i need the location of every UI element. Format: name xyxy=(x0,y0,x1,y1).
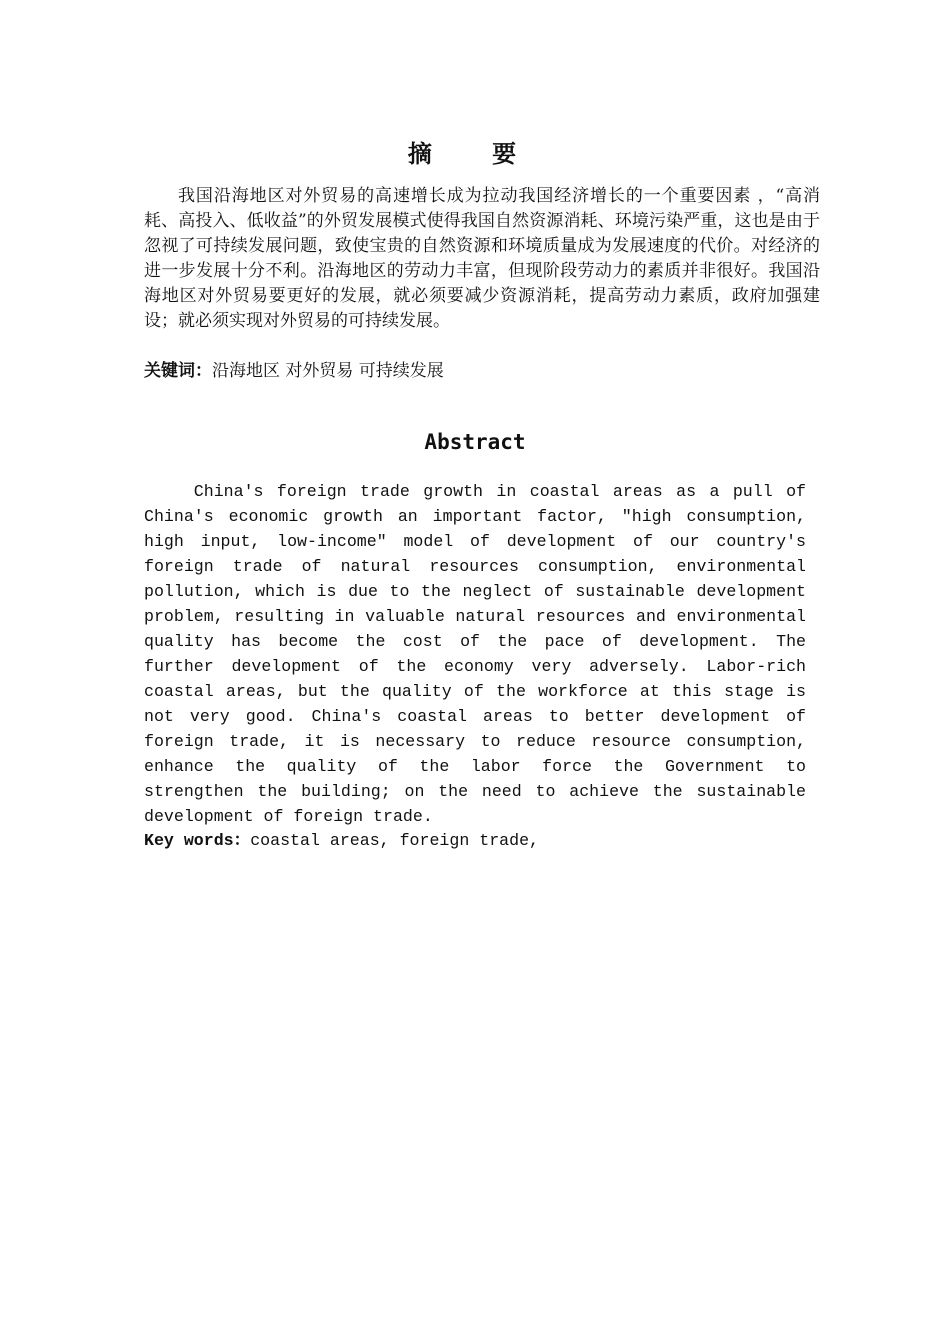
english-keywords-value: coastal areas, foreign trade, xyxy=(250,831,539,850)
chinese-keywords-value: 沿海地区 对外贸易 可持续发展 xyxy=(212,361,444,381)
chinese-keywords xyxy=(144,359,820,384)
english-keywords xyxy=(144,828,806,853)
chinese-abstract-body: 我国沿海地区对外贸易的高速增长成为拉动我国经济增长的一个重要因素 ，“高消耗、高投入、低收益”的外贸发展模式使得我国自然资源消耗、环境污染严重，这也是由于忽视了可持续发展问题，致使宝贵的自然资源和环境质量成为发展速度的代价。对经济的进一步发展十分不利。沿海地区的劳动力丰富，但现阶段劳动力的素质并非很好。我国沿海地区对外贸易要更好的发展，就必须要减少资源消耗，提高劳动力素质，政府加强建设；就必须实现对外贸易的可持续发展。 xyxy=(144,186,820,331)
chinese-keywords-label: 关键词： xyxy=(144,361,212,381)
chinese-abstract-title: 摘 要 xyxy=(407,140,543,168)
english-keywords-label: Key words： xyxy=(144,831,251,850)
english-abstract-title: Abstract xyxy=(424,430,526,454)
english-abstract-body: China's foreign trade growth in coastal areas as a pull of China's economic growth an important factor, "high consumption, high input, low-income" model of development of our country's foreign trade of natural resources consumption, environmental pollution, which is due to the neglect of sustainable development problem, resulting in valuable natural resources and environmental quality has become the cost of the pace of development. The further development of the economy very adversely. Labor-rich coastal areas, but the quality of the workforce at this stage is not very good. China's coastal areas to better development of foreign trade, it is necessary to reduce resource consumption, enhance the quality of the labor force the Government to strengthen the building; on the need to achieve the sustainable development of foreign trade. xyxy=(144,482,806,826)
